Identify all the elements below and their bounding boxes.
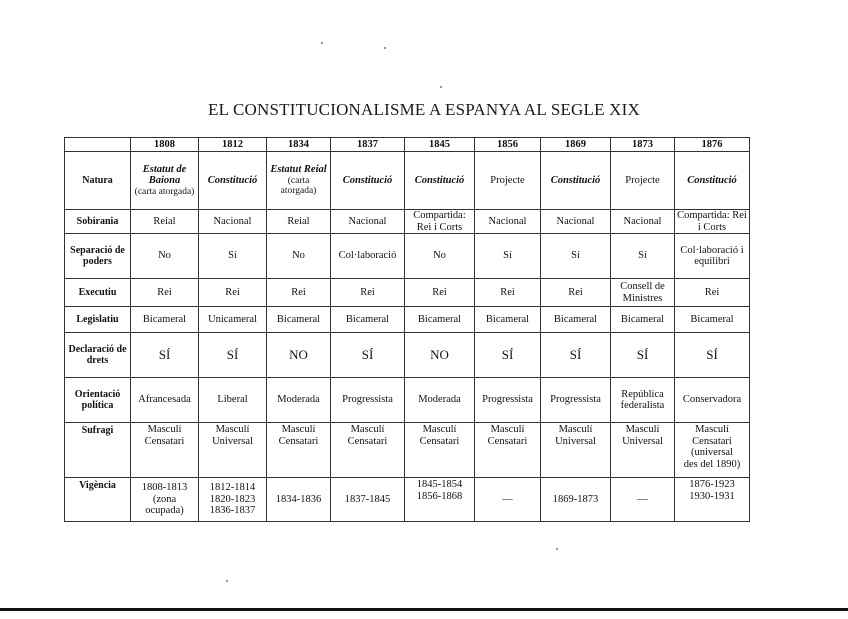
table-cell: Rei xyxy=(131,279,199,307)
cell-text: (carta atorgada) xyxy=(134,186,195,197)
table-cell xyxy=(541,423,611,478)
cell-line: Masculí xyxy=(281,424,316,436)
table-cell: Bicameral xyxy=(267,307,331,333)
table-cell: Unicameral xyxy=(199,307,267,333)
row-vigencia xyxy=(65,478,750,522)
table-cell xyxy=(405,152,475,210)
table-cell xyxy=(267,152,331,210)
table-cell: No xyxy=(405,234,475,279)
cell-text: Constitució xyxy=(207,174,258,186)
header-corner xyxy=(65,138,131,152)
cell-line: 1876-1923 xyxy=(689,479,735,491)
year-header: 1876 xyxy=(675,138,750,152)
table-cell: Nacional xyxy=(611,210,675,234)
cell-line: Censatari xyxy=(278,435,319,447)
row-executiu xyxy=(65,279,750,307)
cell-text: Constitució xyxy=(687,174,737,186)
cell-line: 1836-1837 xyxy=(209,505,256,517)
table-cell xyxy=(331,152,405,210)
table-cell: NO xyxy=(267,333,331,378)
table-cell xyxy=(405,423,475,478)
scan-speck xyxy=(384,47,386,49)
row-declaracio xyxy=(65,333,750,378)
cell-text: Projecte xyxy=(625,174,660,186)
cell-line: Universal xyxy=(622,435,663,447)
table-cell: Reial xyxy=(267,210,331,234)
row-legislatiu xyxy=(65,307,750,333)
table-cell xyxy=(675,152,750,210)
cell-text: Estatut Reial xyxy=(270,164,327,176)
table-cell: Nacional xyxy=(199,210,267,234)
scan-speck xyxy=(321,42,323,44)
table-cell: SÍ xyxy=(541,333,611,378)
row-natura xyxy=(65,152,750,210)
table-cell xyxy=(675,423,750,478)
table-cell: No xyxy=(131,234,199,279)
cell-text: Constitució xyxy=(342,174,393,186)
year-header: 1873 xyxy=(611,138,675,152)
table-cell: Bicameral xyxy=(611,307,675,333)
table-cell: Bicameral xyxy=(541,307,611,333)
cell-line: Censatari xyxy=(419,435,460,447)
year-header: 1845 xyxy=(405,138,475,152)
table-cell: Compartida: Rei i Corts xyxy=(405,210,475,234)
cell-line: 1837-1845 xyxy=(344,493,391,505)
table-cell xyxy=(611,423,675,478)
page-bottom-rule xyxy=(0,608,848,611)
table-cell: Bicameral xyxy=(675,307,750,333)
table-cell: Conservadora xyxy=(675,378,750,423)
cell-text: Estatut de Baiona xyxy=(142,163,187,187)
row-label-legislatiu: Legislatiu xyxy=(65,307,131,333)
cell-text: Constitució xyxy=(414,174,465,186)
table-cell: República federalista xyxy=(611,378,675,423)
table-cell xyxy=(199,423,267,478)
table-cell: Sí xyxy=(541,234,611,279)
table-cell: Bicameral xyxy=(475,307,541,333)
table-cell xyxy=(675,478,750,522)
table-cell: Col·laboració xyxy=(331,234,405,279)
row-sufragi xyxy=(65,423,750,478)
table-cell: Moderada xyxy=(267,378,331,423)
table-cell xyxy=(199,478,267,522)
cell-line: 1845-1854 xyxy=(416,479,463,491)
cell-text: (carta atorgada) xyxy=(280,175,317,197)
table-cell: Rei xyxy=(331,279,405,307)
cell-line: Masculí xyxy=(215,424,250,436)
row-orientacio xyxy=(65,378,750,423)
row-label-sobirania: Sobirania xyxy=(65,210,131,234)
table-cell: SÍ xyxy=(675,333,750,378)
cell-line: Censatari xyxy=(347,435,388,447)
table-cell: Liberal xyxy=(199,378,267,423)
table-cell xyxy=(267,423,331,478)
cell-line: (zona xyxy=(152,493,177,505)
table-cell xyxy=(331,423,405,478)
year-header: 1808 xyxy=(131,138,199,152)
row-label-separacio: Separació de poders xyxy=(65,234,131,279)
table-cell: Bicameral xyxy=(331,307,405,333)
cell-line: 1834-1836 xyxy=(275,493,322,505)
table-cell: Sí xyxy=(199,234,267,279)
cell-line: Universal xyxy=(212,435,253,447)
scan-speck xyxy=(226,580,228,582)
table-cell xyxy=(267,478,331,522)
table-cell: SÍ xyxy=(611,333,675,378)
table-cell: Rei xyxy=(675,279,750,307)
row-label-declaracio: Declaració de drets xyxy=(65,333,131,378)
table-cell xyxy=(331,478,405,522)
table-cell: Rei xyxy=(405,279,475,307)
cell-line: Masculí xyxy=(695,424,729,436)
page-title: EL CONSTITUCIONALISME A ESPANYA AL SEGLE XIX xyxy=(208,100,640,119)
cell-text: Projecte xyxy=(490,174,525,186)
table-cell: Progressista xyxy=(475,378,541,423)
table-cell: SÍ xyxy=(331,333,405,378)
table-cell xyxy=(611,478,675,522)
table-cell: Rei xyxy=(199,279,267,307)
cell-line: Masculí xyxy=(422,424,457,436)
constitution-table xyxy=(64,137,750,522)
table-cell: Consell de Ministres xyxy=(611,279,675,307)
cell-line: Masculí xyxy=(490,424,525,436)
cell-line: Censatari xyxy=(487,435,528,447)
cell-line: Masculí xyxy=(350,424,385,436)
table-cell: NO xyxy=(405,333,475,378)
cell-line: 1820-1823 xyxy=(209,493,256,505)
cell-line: 1812-1814 xyxy=(209,482,256,494)
table-cell: Col·laboració i equilibri xyxy=(675,234,750,279)
table-cell xyxy=(475,478,541,522)
table-cell: Rei xyxy=(475,279,541,307)
table-cell: SÍ xyxy=(475,333,541,378)
row-label-vigencia: Vigència xyxy=(65,478,131,522)
cell-line: Masculí xyxy=(558,424,593,436)
table-cell: Nacional xyxy=(541,210,611,234)
table-cell: Rei xyxy=(541,279,611,307)
cell-line: Censatari xyxy=(144,435,185,447)
table-cell: Bicameral xyxy=(131,307,199,333)
table-cell xyxy=(475,423,541,478)
scan-speck xyxy=(556,548,558,550)
header-row xyxy=(65,138,750,152)
row-label-natura: Natura xyxy=(65,152,131,210)
table-cell: Bicameral xyxy=(405,307,475,333)
row-label-executiu: Executiu xyxy=(65,279,131,307)
table-cell: SÍ xyxy=(199,333,267,378)
table-cell: Nacional xyxy=(475,210,541,234)
table-cell: Afrancesada xyxy=(131,378,199,423)
row-sobirania xyxy=(65,210,750,234)
table-cell xyxy=(199,152,267,210)
cell-line: 1808-1813 xyxy=(141,482,188,494)
cell-line: Masculí xyxy=(625,424,660,436)
cell-line: des del 1890) xyxy=(683,458,741,470)
year-header: 1869 xyxy=(541,138,611,152)
table-cell: No xyxy=(267,234,331,279)
table-cell xyxy=(611,152,675,210)
table-cell: Reial xyxy=(131,210,199,234)
year-header: 1812 xyxy=(199,138,267,152)
cell-line: ocupada) xyxy=(145,505,184,517)
table-cell: Sí xyxy=(611,234,675,279)
table-cell xyxy=(405,478,475,522)
cell-line: — xyxy=(502,493,513,505)
year-header: 1834 xyxy=(267,138,331,152)
table-cell xyxy=(541,152,611,210)
table-cell: SÍ xyxy=(131,333,199,378)
cell-line: Universal xyxy=(555,435,596,447)
cell-line: 1869-1873 xyxy=(552,493,599,505)
table-cell: Progressista xyxy=(541,378,611,423)
row-separacio xyxy=(65,234,750,279)
table-cell xyxy=(131,478,199,522)
cell-line: (universal xyxy=(691,447,733,459)
cell-line: — xyxy=(637,493,648,505)
cell-text: Constitució xyxy=(550,174,601,186)
year-header: 1837 xyxy=(331,138,405,152)
table-cell: Nacional xyxy=(331,210,405,234)
table-cell: Sí xyxy=(475,234,541,279)
cell-line: 1930-1931 xyxy=(689,490,735,502)
table-cell: Rei xyxy=(267,279,331,307)
cell-line: Censatari xyxy=(692,435,732,447)
row-label-orientacio: Orientació política xyxy=(65,378,131,423)
cell-line: 1856-1868 xyxy=(416,490,463,502)
scan-speck xyxy=(440,86,442,88)
table-cell: Moderada xyxy=(405,378,475,423)
table-cell: Compartida: Rei i Corts xyxy=(675,210,750,234)
table-cell: Progressista xyxy=(331,378,405,423)
table-cell xyxy=(131,423,199,478)
row-label-sufragi: Sufragi xyxy=(65,423,131,478)
table-cell xyxy=(131,152,199,210)
year-header: 1856 xyxy=(475,138,541,152)
table-cell xyxy=(541,478,611,522)
cell-line: Masculí xyxy=(147,424,182,436)
table-cell xyxy=(475,152,541,210)
